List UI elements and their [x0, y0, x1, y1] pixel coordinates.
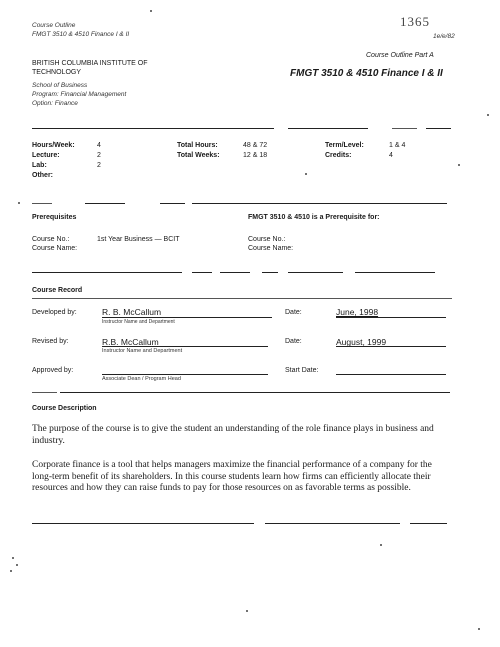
- outline-label: Course Outline: [32, 22, 76, 29]
- lecture-value: 2: [97, 152, 101, 159]
- scan-speck: [305, 173, 307, 175]
- signature-line: [102, 374, 268, 375]
- lab-label: Lab:: [32, 162, 47, 169]
- revised-date: August, 1999: [336, 337, 387, 347]
- revised-date-label: Date:: [285, 338, 302, 345]
- scan-speck: [478, 628, 480, 630]
- developed-name: R. B. McCallum: [102, 307, 162, 317]
- divider: [410, 523, 447, 524]
- lab-value: 2: [97, 162, 101, 169]
- credits-label: Credits:: [325, 152, 352, 159]
- lecture-label: Lecture:: [32, 152, 60, 159]
- date-line: [336, 317, 446, 318]
- signature-line: [102, 317, 272, 318]
- total-hours-label: Total Hours:: [177, 142, 218, 149]
- developed-label: Developed by:: [32, 309, 77, 316]
- outline-code: FMGT 3510 & 4510 Finance I & II: [32, 31, 130, 38]
- divider: [220, 272, 250, 273]
- credits-value: 4: [389, 152, 393, 159]
- course-no-label: Course No.:: [32, 236, 70, 243]
- scan-speck: [150, 10, 152, 12]
- term-value: 1 & 4: [389, 142, 406, 149]
- date-line: [336, 374, 446, 375]
- divider: [60, 392, 450, 393]
- approved-label: Approved by:: [32, 367, 74, 374]
- description-paragraph-1: The purpose of the course is to give the student an understanding of the role finance plays in business and industry.: [32, 424, 434, 446]
- scan-speck: [12, 557, 14, 559]
- divider: [265, 523, 400, 524]
- school-name: School of Business: [32, 82, 88, 89]
- total-weeks-label: Total Weeks:: [177, 152, 220, 159]
- divider: [426, 128, 451, 129]
- description-paragraph-2: Corporate finance is a tool that helps managers maximize the financial performance of a company for the long-term benefit of its shareholders. In this course students learn how firms can efficiently allocate their resources and how they can raise funds to pay for those resources on as favorable terms as possible.: [32, 460, 432, 493]
- course-no-value: 1st Year Business — BCIT: [97, 236, 180, 243]
- right-course-no-label: Course No.:: [248, 236, 286, 243]
- divider: [32, 298, 452, 299]
- revised-caption: Instructor Name and Department: [102, 348, 183, 354]
- divider: [32, 392, 57, 393]
- scan-speck: [246, 610, 248, 612]
- developed-caption: Instructor Name and Department: [102, 319, 175, 325]
- hours-week-label: Hours/Week:: [32, 142, 75, 149]
- date-line: [336, 346, 446, 347]
- scan-speck: [487, 114, 489, 116]
- revised-name: R.B. McCallum: [102, 337, 159, 347]
- approved-caption: Associate Dean / Program Head: [102, 376, 181, 382]
- divider: [32, 272, 182, 273]
- prereq-for-heading: FMGT 3510 & 4510 is a Prerequisite for:: [248, 214, 380, 221]
- prereq-heading: Prerequisites: [32, 214, 77, 221]
- option-name: Option: Finance: [32, 100, 78, 107]
- total-hours-value: 48 & 72: [243, 142, 268, 149]
- scan-speck: [458, 164, 460, 166]
- divider: [32, 523, 254, 524]
- outline-part: Course Outline Part A: [366, 52, 434, 59]
- divider: [288, 128, 368, 129]
- divider: [355, 272, 435, 273]
- institute-line1: BRITISH COLUMBIA INSTITUTE OF: [32, 60, 148, 67]
- term-label: Term/Level:: [325, 142, 364, 149]
- scan-speck: [16, 564, 18, 566]
- developed-date-label: Date:: [285, 309, 302, 316]
- divider: [32, 203, 52, 204]
- divider: [192, 203, 447, 204]
- divider: [288, 272, 343, 273]
- institute-line2: TECHNOLOGY: [32, 69, 82, 76]
- divider: [192, 272, 212, 273]
- revised-label: Revised by:: [32, 338, 69, 345]
- right-course-name-label: Course Name:: [248, 245, 294, 252]
- divider: [262, 272, 278, 273]
- divider: [32, 128, 274, 129]
- developed-date: June, 1998: [336, 307, 379, 317]
- scan-speck: [18, 202, 20, 204]
- corner-code: 1e/e/82: [433, 33, 455, 40]
- program-name: Program: Financial Management: [32, 91, 127, 98]
- description-heading: Course Description: [32, 405, 97, 412]
- divider: [392, 128, 417, 129]
- start-date-label: Start Date:: [285, 367, 319, 374]
- total-weeks-value: 12 & 18: [243, 152, 268, 159]
- course-name-label: Course Name:: [32, 245, 78, 252]
- scan-speck: [10, 570, 12, 572]
- record-heading: Course Record: [32, 287, 83, 294]
- divider: [85, 203, 125, 204]
- scan-speck: [380, 544, 382, 546]
- course-title: FMGT 3510 & 4510 Finance I & II: [290, 68, 443, 79]
- signature-line: [102, 346, 268, 347]
- other-label: Other:: [32, 172, 53, 179]
- hours-week-value: 4: [97, 142, 101, 149]
- page-stamp: 1365: [400, 14, 430, 29]
- divider: [160, 203, 185, 204]
